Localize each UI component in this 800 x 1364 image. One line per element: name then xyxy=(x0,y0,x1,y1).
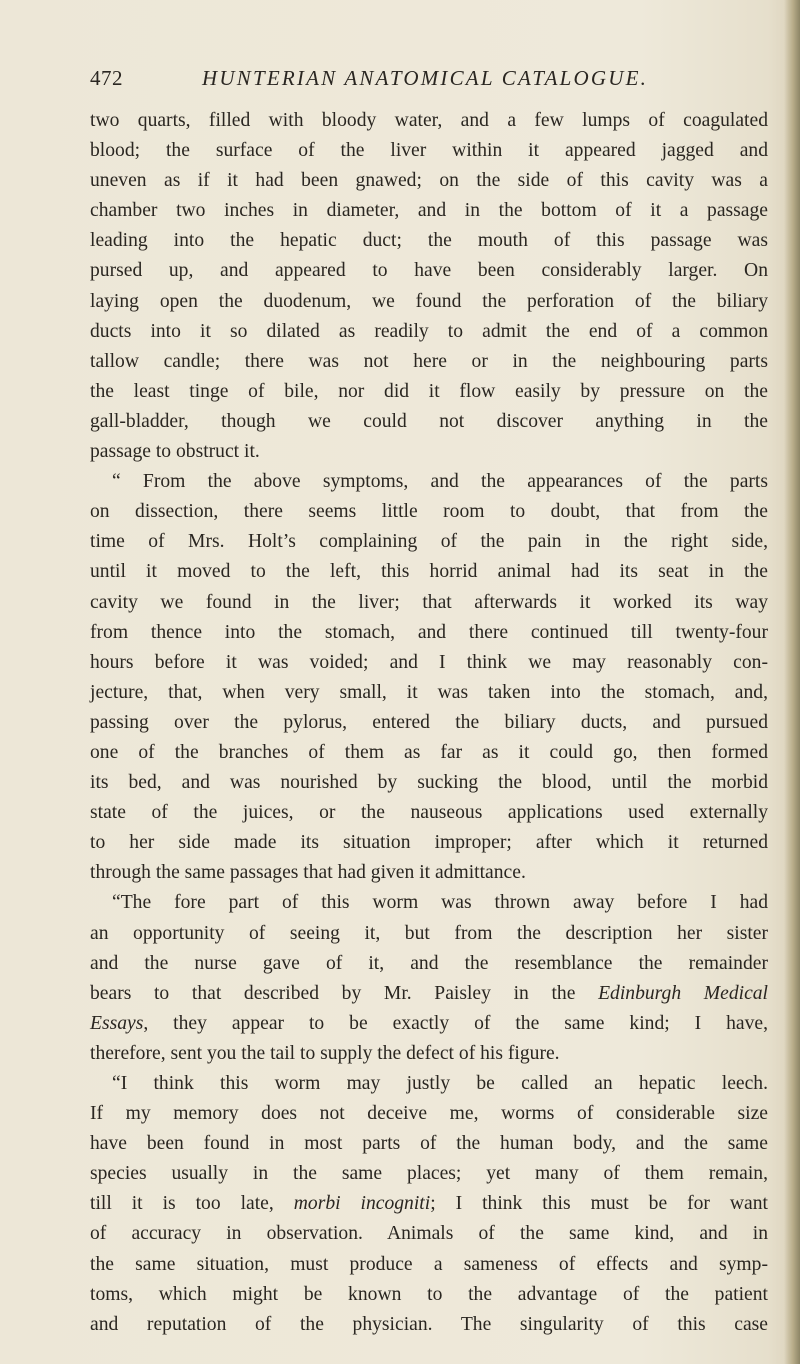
text-line: through the same passages that had given it admittance. xyxy=(90,862,526,884)
text-line: state of the juices, or the nauseous applications used externally xyxy=(90,802,768,824)
body-text xyxy=(90,106,768,1340)
text-line: blood; the surface of the liver within it appeared jagged and xyxy=(90,140,768,162)
text-line: chamber two inches in diameter, and in the bottom of it a passage xyxy=(90,200,768,222)
text-line: jecture, that, when very small, it was taken into the stomach, and, xyxy=(90,681,768,703)
italic-journal-title-cont: Essays xyxy=(90,1012,144,1034)
running-title: HUNTERIAN ANATOMICAL CATALOGUE. xyxy=(202,66,649,90)
text-line: “ From the above symptoms, and the appearances of the parts xyxy=(112,471,768,493)
page-edge-shadow xyxy=(784,0,800,1364)
text-line: leading into the hepatic duct; the mouth of this passage was xyxy=(90,230,768,252)
text-segment: till it is too late, xyxy=(90,1193,294,1215)
text-line: and reputation of the physician. The singularity of this case xyxy=(90,1313,768,1335)
text-line: tallow candle; there was not here or in the neighbouring parts xyxy=(90,350,768,372)
text-line: hours before it was voided; and I think we may reasonably con- xyxy=(90,651,768,673)
text-line: gall-bladder, though we could not discover anything in the xyxy=(90,410,768,432)
text-line: time of Mrs. Holt’s complaining of the pain in the right side, xyxy=(90,531,768,553)
text-line: until it moved to the left, this horrid animal had its seat in the xyxy=(90,561,768,583)
text-line: pursed up, and appeared to have been considerably larger. On xyxy=(90,260,768,282)
text-line: the same situation, must produce a sameness of effects and symp- xyxy=(90,1253,768,1275)
text-line: laying open the duodenum, we found the perforation of the biliary xyxy=(90,290,768,312)
text-line: If my memory does not deceive me, worms of considerable size xyxy=(90,1103,768,1125)
running-head xyxy=(90,66,710,100)
text-line: one of the branches of them as far as it could go, then formed xyxy=(90,741,768,763)
text-line xyxy=(90,1009,768,1039)
italic-latin-phrase: morbi incogniti xyxy=(293,1193,431,1215)
text-line: cavity we found in the liver; that afterwards it worked its way xyxy=(90,591,768,613)
text-line: “The fore part of this worm was thrown away before I had xyxy=(112,892,768,914)
text-line: two quarts, filled with bloody water, and a few lumps of coagulated xyxy=(90,110,768,131)
text-line: uneven as if it had been gnawed; on the side of this cavity was a xyxy=(90,170,768,192)
text-line: and the nurse gave of it, and the resemblance the remainder xyxy=(90,952,768,974)
italic-journal-title: Edinburgh Medical xyxy=(598,982,769,1004)
text-line: on dissection, there seems little room to doubt, that from the xyxy=(90,501,768,523)
text-line: of accuracy in observation. Animals of the same kind, and in xyxy=(90,1223,768,1245)
text-line: therefore, sent you the tail to supply the defect of his figure. xyxy=(90,1042,560,1064)
text-segment: bears to that described by Mr. Paisley in the xyxy=(90,982,599,1004)
text-segment: , they appear to be exactly of the same kind; I have, xyxy=(143,1012,768,1034)
text-line xyxy=(90,1189,768,1219)
text-segment: ; I think this must be for want xyxy=(430,1193,768,1215)
text-line: passing over the pylorus, entered the biliary ducts, and pursued xyxy=(90,711,768,733)
text-line: the least tinge of bile, nor did it flow easily by pressure on the xyxy=(90,380,768,402)
text-line: an opportunity of seeing it, but from the description her sister xyxy=(90,922,768,944)
text-line: toms, which might be known to the advantage of the patient xyxy=(90,1283,768,1305)
page-number: 472 xyxy=(90,66,123,90)
text-line: from thence into the stomach, and there continued till twenty-four xyxy=(90,621,768,643)
text-line: ducts into it so dilated as readily to admit the end of a common xyxy=(90,320,768,342)
text-line: passage to obstruct it. xyxy=(90,441,260,463)
text-line: “I think this worm may justly be called an hepatic leech. xyxy=(112,1073,768,1094)
text-line: have been found in most parts of the human body, and the same xyxy=(90,1133,768,1155)
text-line: to her side made its situation improper; after which it returned xyxy=(90,832,768,854)
text-line xyxy=(90,979,768,1009)
text-line: species usually in the same places; yet many of them remain, xyxy=(90,1163,768,1185)
text-line: its bed, and was nourished by sucking the blood, until the morbid xyxy=(90,772,768,794)
